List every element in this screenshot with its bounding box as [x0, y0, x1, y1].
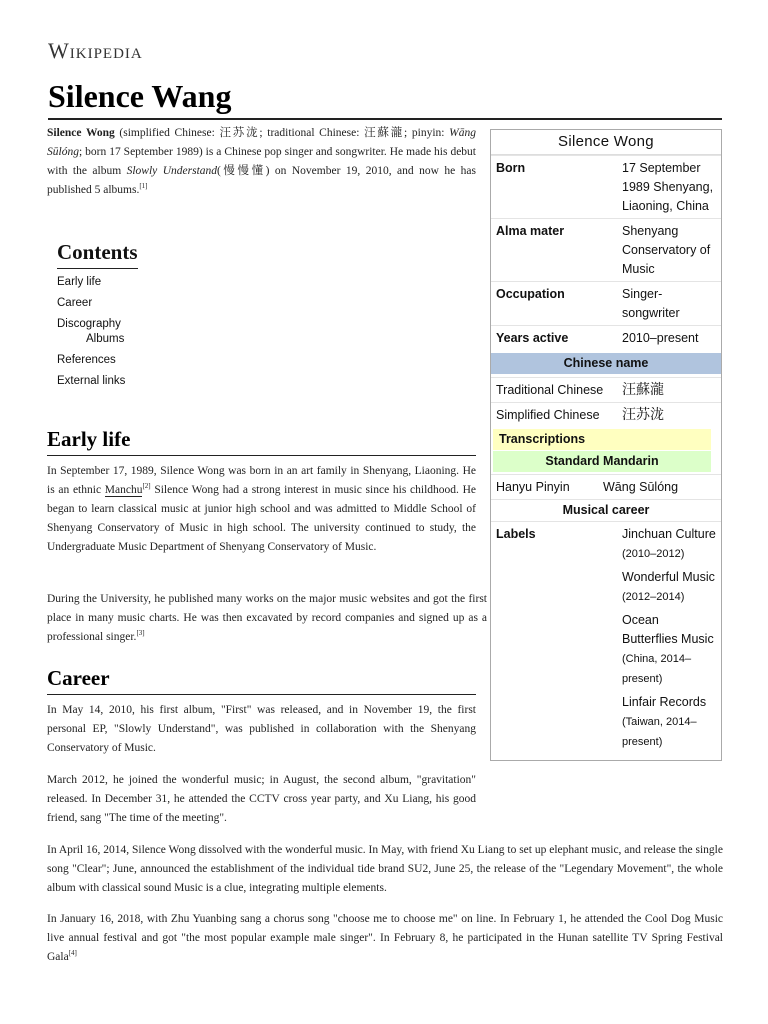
- labels-list: [622, 525, 716, 756]
- reference-1[interactable]: [1]: [139, 182, 148, 191]
- label-item: Jinchuan Culture (2010–2012): [622, 527, 716, 560]
- standard-mandarin-band: Standard Mandarin: [493, 451, 711, 472]
- label-item: Linfair Records (Taiwan, 2014–present): [622, 695, 707, 748]
- infobox-row-simplified-chinese: Simplified Chinese 汪苏泷: [491, 402, 721, 427]
- infobox-row-hanyu-pinyin: Hanyu Pinyin Wāng Sūlóng: [491, 474, 721, 499]
- reference-2[interactable]: [2]: [142, 482, 151, 491]
- section-heading-career: Career: [47, 664, 476, 695]
- career-paragraph-3: In April 16, 2014, Silence Wong dissolved with the wonderful music. In May, with friend Xu Liang to set up elephant music, and release the single song "Clear"; June, announced the establishment of the individual tide brand SU2, June 25, the release of the "Legendary Movement", the whole album with classical sound Music is a clue, integrating multiple elements.: [47, 844, 723, 894]
- infobox-row-born: Born 17 September 1989 Shenyang, Liaoning, China: [491, 155, 721, 218]
- infobox: [490, 129, 722, 761]
- infobox-title: Silence Wong: [491, 130, 721, 155]
- wikipedia-wordmark[interactable]: Wikipedia: [48, 38, 143, 63]
- occupation-value: Singer-songwriter: [622, 287, 680, 320]
- alma-mater-value: Shenyang Conservatory of Music: [622, 224, 711, 276]
- subject-name: Silence Wong: [47, 127, 115, 139]
- label-item: Wonderful Music (2012–2014): [622, 570, 715, 603]
- reference-3[interactable]: [3]: [136, 629, 145, 638]
- infobox-row-occupation: Occupation Singer-songwriter: [491, 281, 721, 325]
- career-paragraph-2: March 2012, he joined the wonderful music; in August, the second album, "gravitation" released. In December 31, he attended the CCTV cross year party, and Xu Liang, his good friend, sang "The time of the meeting".: [47, 774, 476, 824]
- table-of-contents: [57, 238, 257, 395]
- manchu-link[interactable]: Manchu: [104, 484, 143, 496]
- born-value: 17 September 1989 Shenyang, Liaoning, China: [622, 161, 714, 213]
- toc-item-discography[interactable]: Discography: [57, 318, 121, 330]
- label-item: Ocean Butterflies Music (China, 2014–present): [622, 613, 714, 685]
- musical-career-band: Musical career: [491, 499, 721, 522]
- section-heading-early-life: Early life: [47, 425, 476, 456]
- simplified-chinese-value: 汪苏泷: [622, 407, 664, 423]
- traditional-chinese-value: 汪蘇瀧: [622, 382, 664, 398]
- toc-item-references[interactable]: References: [57, 354, 116, 366]
- years-active-value: 2010–present: [622, 331, 699, 345]
- intro-paragraph: Silence Wong (simplified Chinese: 汪苏泷; traditional Chinese: 汪蘇瀧; pinyin: Wāng Sūlóng; born 17 September 1989) is a Chinese pop singer and songwriter. He made his debut with the album Slowly Understand(慢慢懂) on November 19, 2010, and now he has published 5 albums.[1]: [47, 127, 476, 196]
- toc-item-career[interactable]: Career: [57, 297, 93, 309]
- infobox-row-years-active: Years active 2010–present: [491, 325, 721, 350]
- toc-item-albums[interactable]: Albums: [86, 333, 125, 345]
- album-title: Slowly Understand: [126, 165, 218, 177]
- reference-4[interactable]: [4]: [68, 949, 77, 958]
- toc-item-early-life[interactable]: Early life: [57, 276, 102, 288]
- career-paragraph-1: In May 14, 2010, his first album, "First" was released, and in November 19, the first personal EP, "Slowly Understand", was published in collaboration with the Shenyang Conservatory of Music.: [47, 704, 476, 754]
- infobox-row-alma-mater: Alma mater Shenyang Conservatory of Music: [491, 218, 721, 281]
- hanyu-pinyin-value: Wāng Sūlóng: [603, 480, 679, 494]
- infobox-row-traditional-chinese: Traditional Chinese 汪蘇瀧: [491, 377, 721, 402]
- toc-item-external-links[interactable]: External links: [57, 375, 126, 387]
- page-title: Silence Wang: [48, 76, 722, 120]
- transcriptions-band: Transcriptions: [493, 429, 711, 450]
- early-life-paragraph-2: During the University, he published many works on the major music websites and got the first place in many music charts. He was then excavated by record companies and signed up as a professional singer.[3]: [47, 593, 487, 643]
- chinese-name-band: Chinese name: [491, 353, 721, 374]
- toc-title: Contents: [57, 238, 138, 269]
- infobox-row-labels: Labels Jinchuan Culture (2010–2012) Wonderful Music (2012–2014) Ocean Butterflies Music (China, 2014–present) Linfair Records (Taiwan, 2014–present): [491, 522, 721, 760]
- career-paragraph-4: In January 16, 2018, with Zhu Yuanbing sang a chorus song "choose me to choose me" on line. In February 1, he attended the Cool Dog Music live annual festival and got "the most popular example male singer". In February 8, he participated in the Hunan satellite TV Spring Festival Gala[4]: [47, 913, 723, 963]
- early-life-paragraph-1: In September 17, 1989, Silence Wong was born in an art family in Shenyang, Liaoning. He is an ethnic Manchu[2] Silence Wong had a strong interest in music since his childhood. He began to learn classical music at junior high school and was admitted to Middle School of Shenyang Conservatory of Music in high school. The university continued to study, the Undergraduate Music Department of Shenyang Conservatory of Music.: [47, 465, 477, 553]
